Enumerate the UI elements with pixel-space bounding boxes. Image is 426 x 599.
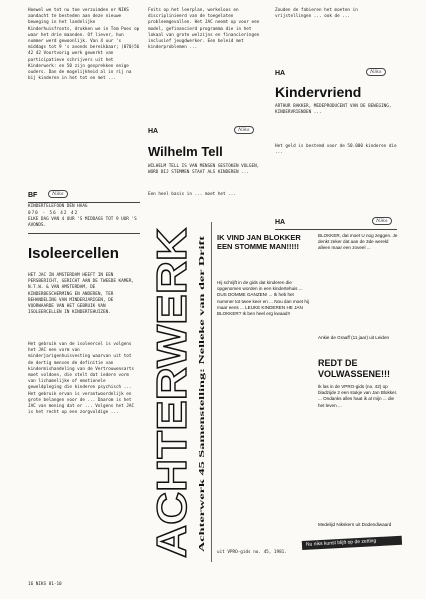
ha-label-right: HA [275,70,286,77]
right-intro-text: Zouden de fabieren het moeten in vrijstellingen ... ook de ... [275,8,361,20]
bf-label: BF [28,192,38,199]
blokker-article-title: IK VIND JAN BLOKKER EEN STOMME MAN!!!!! [217,233,301,251]
divider-line [28,233,140,234]
left-intro-text: Hoewel we tot nu toe verzuimden er NIKS aandacht te besteden aan deze nieuwe beweging in het landelijke Kinderhuisfronts, drukken we in Tom Poes op waar het drie maanden. Of liever, hun nummer werd gewoonlijk. Van 4 uur 's middags tot 9 's avonds bereikbaar; (070)56 42 42 Voortvorig werk gewerkt van participatieve schrijvers uit het Kinderwerk: en 50 zijn gesprekken enige ouders. Dan de mogelijkheid al in rij na bij kinderen in het tot en met ... [28,8,142,82]
kindervriend-body: Het geld is bestemd voor de 50.000 kinderen die ... [275,144,400,156]
achterwerk-subtitle: Achterwerk 45 Samenstelling: Nelleke van der Drift [197,385,206,552]
redt-heading: REDT DE VOLWASSENE!!! [318,358,391,379]
redt-body: Ik las in de VPRO-gids (no. 42) op bladzijde 2 een stukje van Jan Blokker. ... Ondanks alles haat ik al mijn ... die het leven ... [318,384,398,408]
redt-signature: Medelijd Nikskern uit Dodendiwaard [318,522,392,527]
niks-logo-right-2: Niks [372,217,392,225]
achterwerk-title: ACHTERWERK [148,255,195,558]
divider-line [28,202,140,203]
achterwerk-banner [148,222,210,562]
footer-badge-text: Nu niks kunst blijft op de zetting [305,538,377,548]
niks-logo-left: Niks [48,190,68,198]
wilhelm-tell-heading: Wilhelm Tell [148,144,223,159]
kindervriend-heading: Kindervriend [275,84,362,100]
blokker-article-source: uit VPRO-gids no. 45, 1981. [217,550,287,555]
banner-border-right [211,222,212,562]
isoleercellen-heading: Isoleercellen [28,245,119,262]
wilhelm-tell-lead: WILHELM TELL IS VAN MENSEN GESTOKEN VOLGEN, WORD BIJ STEMMEN STAAT ALS KINDEREN ... [148,164,262,176]
footer-badge [302,536,402,550]
blokker-article-body: Hij schrijft in de gids dat kinderen die opgenomen worden in een kindertehuis ... DUS DOMME GANZEN! ... Ik heb het nummer tot twee keer en ... Nou dan moet hij maar eens ... LEUKE KINDEREN HE JAN BLOKKER? Ik ben heel erg kwaad!! [217,280,309,317]
divider-line [275,229,397,230]
blokker-response-signature: Ankie de Graaff (11 jaar) uit Leiden [318,335,390,340]
blokker-response-text: BLOKKER, dat moet U nog zeggen. Je denkt zeker dat aan de 3de wereld alleen maar een zoveel ... [318,233,398,251]
achterwerk-vertical-logo [148,222,210,562]
isoleercellen-lead: HET JAC IN AMSTERDAM HEEFT IN EEN PERSBERICHT, GERICHT AAN DE TWEEDE KAMER, N.T.W. & VAN AMSTERDAM, DE KINDERBESCHERMING EN ANDEREN, TER BEHANDELING VAN MINDERJARIGEN, DE VOORWAARDE VAN HET GEBRUIK VAN ISOLEERCELLEN IN KINDERTEHUIZEN. [28,273,137,316]
ha-label-middle: HA [148,128,159,135]
isoleercellen-body: Het gebruik van de isoleercel is volgens het JAC een vorm van minderjarigenhuisvesting waarvan uit tot de dertig mensen de definitie van kindermishandeling van de Vertrouwensarts moet voldoen, die stelt dat iedere vorm van lichamelijke of emotionele geweldpleging die kinderen psychisch ... Het gebruik ervan is verantwoordelijk en grote belangen voor de ... Daarom is het JAC van mening dat er ... Volgens het JAC is het recht op een zorgvuldige ... [28,342,137,416]
ha-label-right-2: HA [275,219,286,226]
phone-number: 070 - 56 42 42 [28,211,79,216]
kindertelefoon-label: KINDERTELEFOON DEN HAAG [28,204,88,209]
wilhelm-tell-body: Een heel basis in ... moet het ... [148,192,236,197]
middle-intro-text: Feits op het leerplan, werkeloos en discriplinieerd van de toegelaten probleemgevallen. Het JAC neemt op voor een model, gefinancierd programma die in het lokaal van grote welzijns en financieringen inclusief jeugdwerker. Een beleid met kinderproblemen ... [148,8,262,51]
page-footer: 16 NIKS 81-10 [28,582,62,587]
niks-logo-right: Niks [366,68,386,76]
niks-logo-middle: Niks [234,126,254,134]
kindervriend-lead: ARTHUR BAKKER, MEDEPRODUCENT VAN DE BEWEGING, KINDERVRIENDEN ... [275,104,395,116]
hours-text: ELKE DAG VAN 4 UUR 'S MIDDAGS TOT 9 UUR 'S AVONDS. [28,217,140,229]
